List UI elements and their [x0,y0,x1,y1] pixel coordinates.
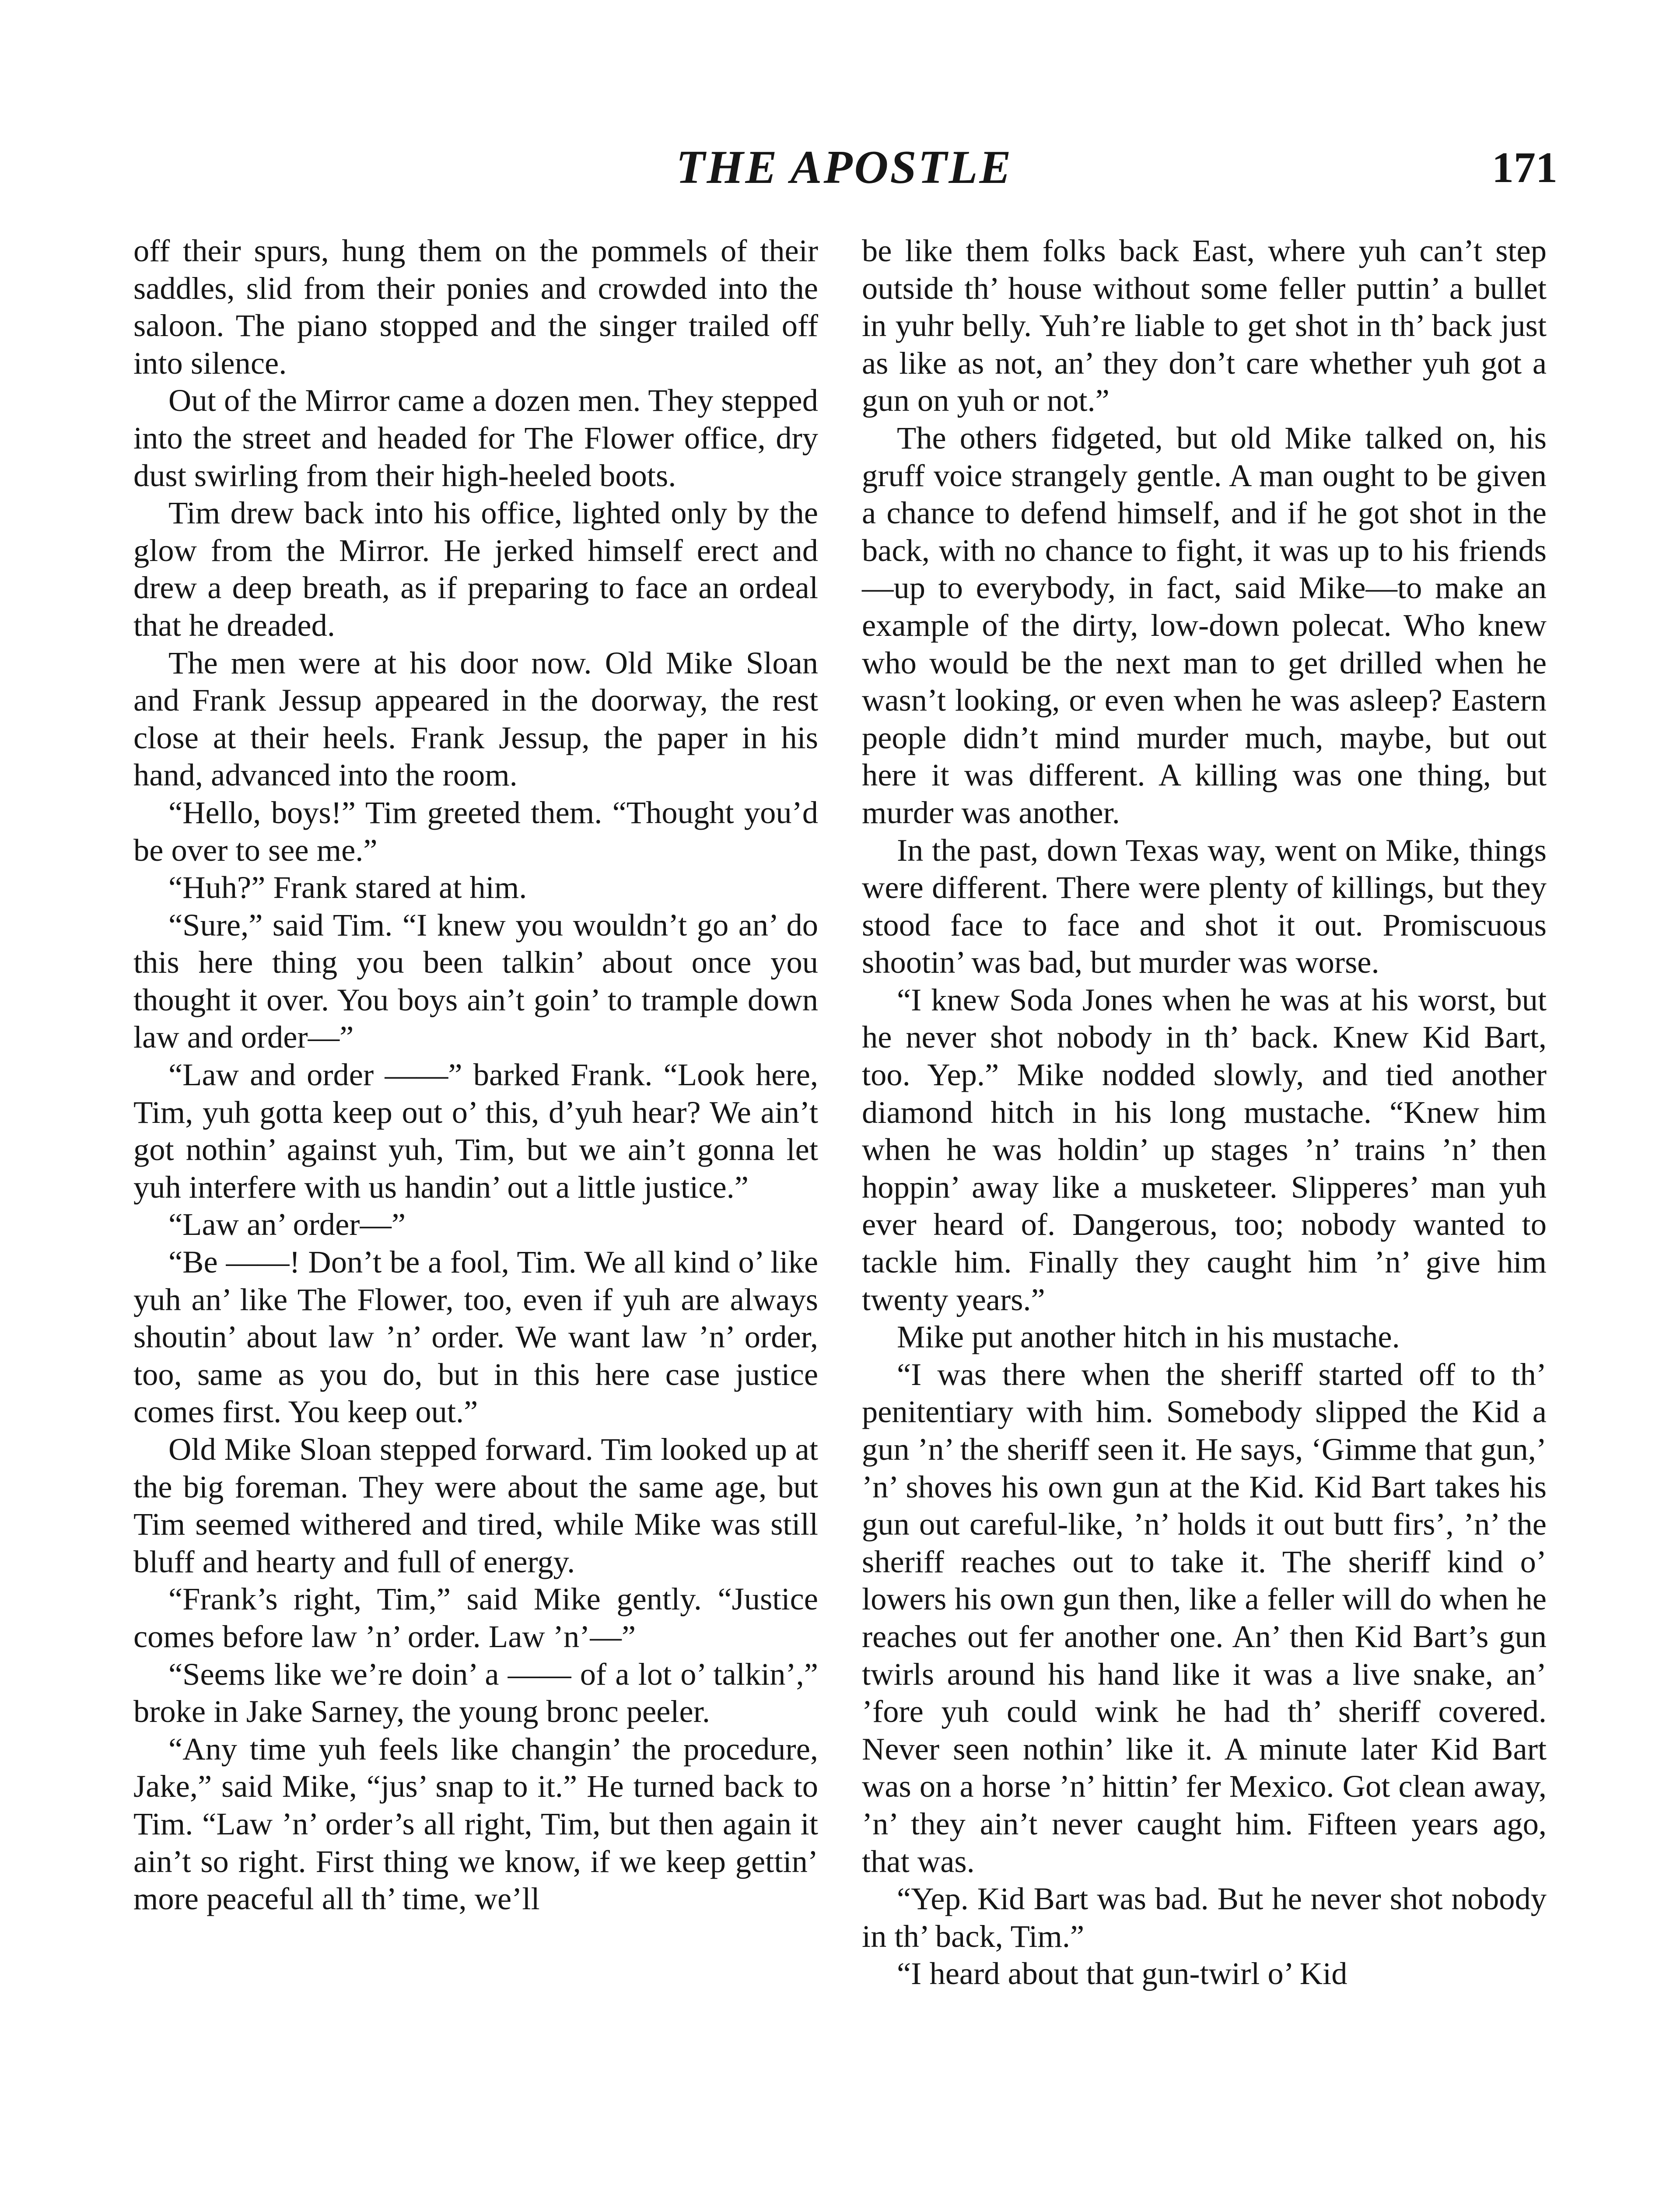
paragraph: “Any time yuh feels like changin’ the procedure, Jake,” said Mike, “jus’ snap to it.” He turned back to Tim. “Law ’n’ order’s all right, Tim, but then again it ain’t so right. First thing we know, if we keep gettin’ more peaceful all th’ time, we’ll [133,1731,818,1917]
paragraph: be like them folks back East, where yuh can’t step outside th’ house without some feller puttin’ a bullet in yuhr belly. Yuh’re liable to get shot in th’ back just as like as not, an’ they don’t care whether yuh got a gun on yuh or not.” [862,233,1547,418]
paragraph: off their spurs, hung them on the pommels of their saddles, slid from their ponies and crowded into the saloon. The piano stopped and the singer trailed off into silence. [133,233,818,381]
paragraph: Tim drew back into his office, lighted only by the glow from the Mirror. He jerked himself erect and drew a deep breath, as if preparing to face an ordeal that he dreaded. [133,495,818,643]
paragraph: “Law and order ——” barked Frank. “Look here, Tim, yuh gotta keep out o’ this, d’yuh hear? We ain’t got nothin’ against yuh, Tim, but we ain’t gonna let yuh interfere with us handin’ out a little justice.” [133,1057,818,1205]
paragraph: “Huh?” Frank stared at him. [168,870,527,905]
paragraph: Old Mike Sloan stepped forward. Tim looked up at the big foreman. They were about the same age, but Tim seemed withered and tired, while Mike was still bluff and hearty and full of energy. [133,1431,818,1579]
paragraph: “Be ——! Don’t be a fool, Tim. We all kind o’ like yuh an’ like The Flower, too, even if yuh are always shoutin’ about law ’n’ order. We want law ’n’ order, too, same as you do, but in this here case justice comes first. You keep out.” [133,1244,818,1430]
page-number: 171 [1492,143,1558,192]
paragraph: “I knew Soda Jones when he was at his worst, but he never shot nobody in th’ back. Knew Kid Bart, too. Yep.” Mike nodded slowly, and tied another diamond hitch in his long mustache. “Knew him when he was holdin’ up stages ’n’ trains ’n’ then hoppin’ away like a musketeer. Slipperes’ man yuh ever heard of. Dangerous, too; nobody wanted to tackle him. Finally they caught him ’n’ give him twenty years.” [862,982,1547,1317]
paragraph: “Seems like we’re doin’ a —— of a lot o’ talkin’,” broke in Jake Sarney, the young bronc peeler. [133,1656,818,1729]
paragraph: The men were at his door now. Old Mike Sloan and Frank Jessup appeared in the doorway, the rest close at their heels. Frank Jessup, the paper in his hand, advanced into the room. [133,645,818,793]
paragraph: The others fidgeted, but old Mike talked on, his gruff voice strangely gentle. A man ought to be given a chance to defend himself, and if he got shot in the back, with no chance to fight, it was up to his friends—up to everybody, in fact, said Mike—to make an example of the dirty, low-down polecat. Who knew who would be the next man to get drilled when he wasn’t looking, or even when he was asleep? Eastern people didn’t mind murder much, maybe, but out here it was different. A killing was one thing, but murder was another. [862,420,1547,830]
paragraph: “Sure,” said Tim. “I knew you wouldn’t go an’ do this here thing you been talkin’ about once you thought it over. You boys ain’t goin’ to trample down law and order—” [133,907,818,1055]
right-text-column [862,232,1547,2188]
paragraph: Out of the Mirror came a dozen men. They stepped into the street and headed for The Flower office, dry dust swirling from their high-heeled boots. [133,382,818,493]
paragraph: “Law an’ order—” [168,1206,406,1242]
paragraph: “I was there when the sheriff started off to th’ penitentiary with him. Somebody slipped the Kid a gun ’n’ the sheriff seen it. He says, ‘Gimme that gun,’ ’n’ shoves his own gun at the Kid. Kid Bart takes his gun out careful-like, ’n’ holds it out butt firs’, ’n’ the sheriff reaches out to take it. The sheriff kind o’ lowers his own gun then, like a feller will do when he reaches out fer another one. An’ then Kid Bart’s gun twirls around his hand like it was a live snake, an’ ’fore yuh could wink he had th’ sheriff covered. Never seen nothin’ like it. A minute later Kid Bart was on a horse ’n’ hittin’ fer Mexico. Got clean away, ’n’ they ain’t never caught him. Fifteen years ago, that was. [862,1356,1547,1879]
paragraph: “I heard about that gun-twirl o’ Kid [897,1956,1348,1992]
paragraph: “Hello, boys!” Tim greeted them. “Thought you’d be over to see me.” [133,794,818,868]
paragraph: Mike put another hitch in his mustache. [897,1319,1400,1355]
paragraph: “Frank’s right, Tim,” said Mike gently. “Justice comes before law ’n’ order. Law ’n’—” [133,1581,818,1654]
paragraph: “Yep. Kid Bart was bad. But he never shot nobody in th’ back, Tim.” [862,1881,1547,1954]
left-text-column [133,232,818,2188]
paragraph: In the past, down Texas way, went on Mike, things were different. There were plenty of killings, but they stood face to face and shot it out. Promiscuous shootin’ was bad, but murder was worse. [862,832,1547,980]
page-header [131,139,1558,205]
running-title: THE APOSTLE [676,141,1013,193]
